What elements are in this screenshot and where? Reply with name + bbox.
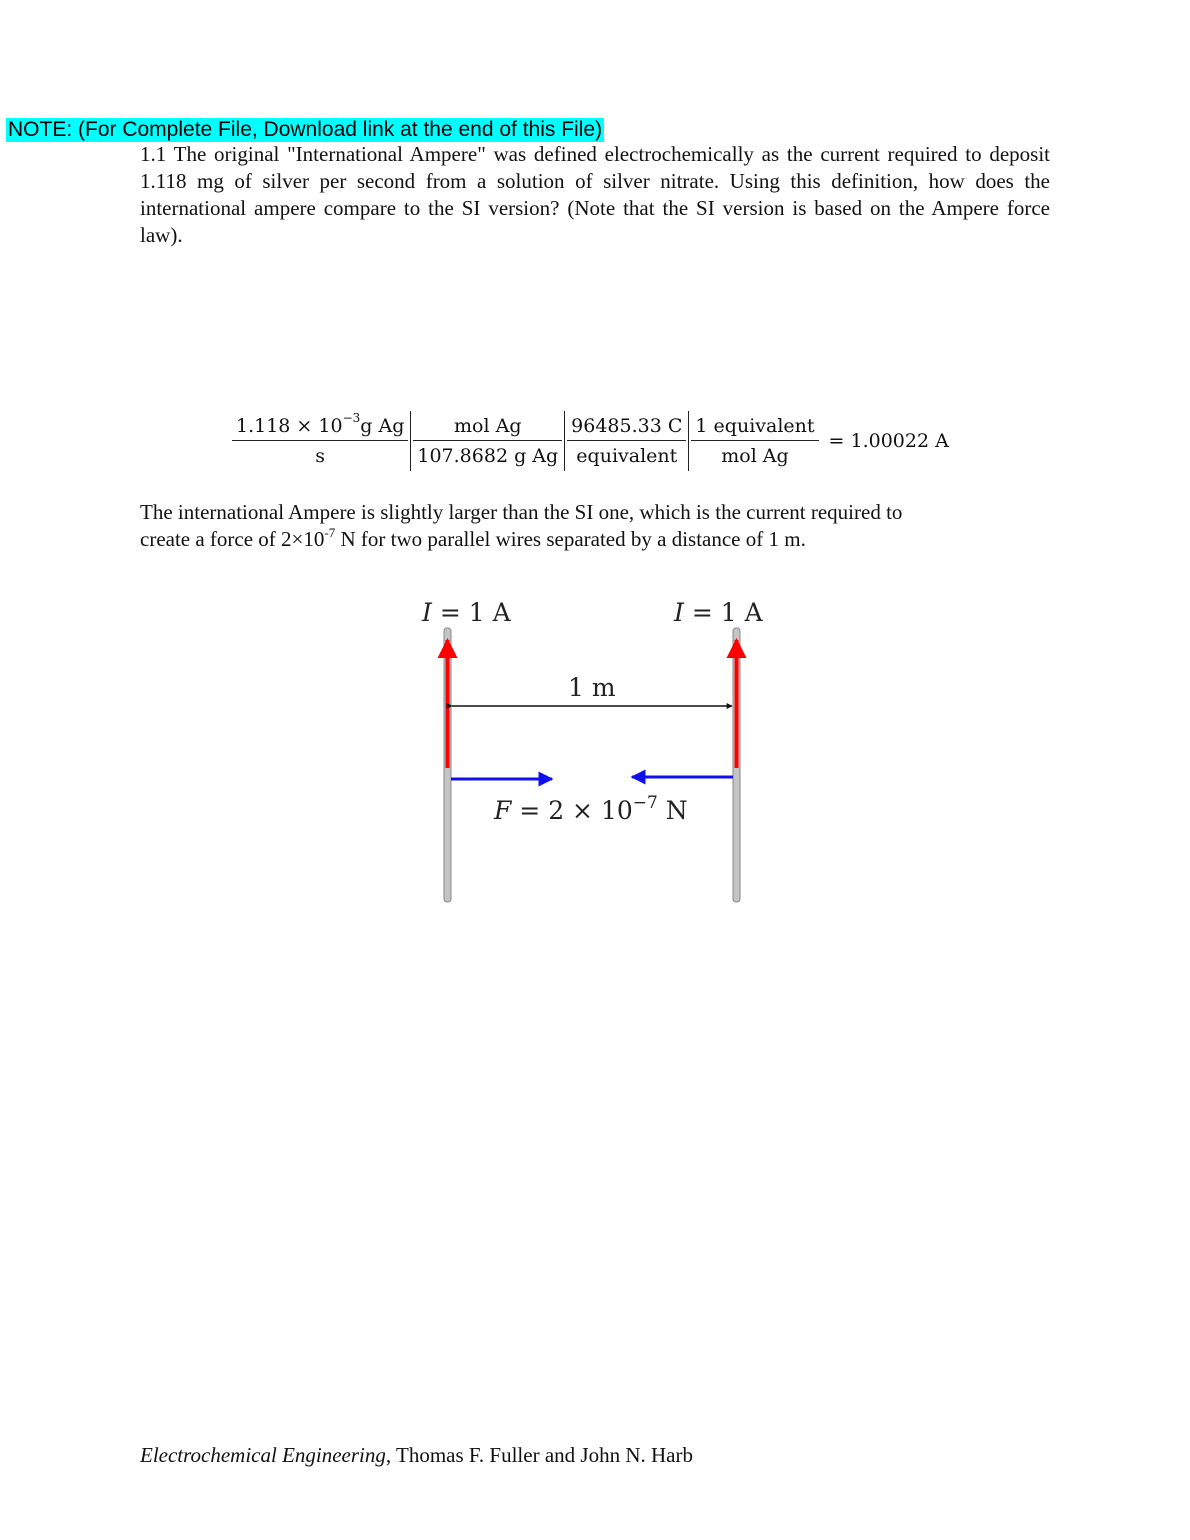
factor-separator bbox=[410, 411, 411, 471]
fraction-denominator: 107.8682 g Ag bbox=[417, 445, 559, 467]
distance-label: 1 m bbox=[568, 673, 616, 702]
left-current-label: I = 1 A bbox=[422, 598, 511, 627]
problem-statement: 1.1 The original "International Ampere" was defined electrochemically as the current required to deposit 1.118 mg of silver per second from a solution of silver nitrate. Using this definition, how does the international ampere compare to the SI version? (Note that the SI version is based on the Ampere force law). bbox=[140, 142, 1050, 247]
fraction-numerator: mol Ag bbox=[413, 415, 562, 441]
fraction-denominator: equivalent bbox=[576, 445, 678, 467]
answer-line-2: create a force of $2\times 10^{-7}$ N for two parallel wires separated by a distance of 1 m. bbox=[140, 525, 806, 551]
answer-line-1: The international Ampere is slightly larger than the SI one, which is the current required to bbox=[140, 500, 903, 524]
conversion-equation bbox=[232, 408, 949, 474]
fraction-numerator: 96485.33 C bbox=[567, 415, 686, 441]
right-current-label: I = 1 A bbox=[674, 598, 763, 627]
fraction-denominator: s bbox=[315, 445, 326, 467]
fraction-denominator: mol Ag bbox=[721, 445, 789, 467]
download-note: NOTE: (For Complete File, Download link at the end of this File) bbox=[8, 118, 603, 141]
fraction-equivalents bbox=[691, 409, 818, 473]
fraction-numerator: 1 equivalent bbox=[691, 415, 818, 441]
factor-separator bbox=[564, 411, 565, 471]
equation-result: = 1.00022 A bbox=[828, 430, 949, 452]
fraction-numerator: $1.118 \times 10^{-3}g$ Ag bbox=[232, 415, 408, 441]
parallel-wires-diagram bbox=[400, 588, 790, 908]
force-label: $F = 2 \times 10^{-7}$ N bbox=[494, 793, 688, 825]
fraction-faraday bbox=[567, 409, 686, 473]
fraction-molar-mass bbox=[413, 409, 562, 473]
factor-separator bbox=[688, 411, 689, 471]
answer-text bbox=[140, 499, 1040, 553]
fraction-mass-rate bbox=[232, 409, 408, 473]
footer-citation: Electrochemical Engineering, Thomas F. Fuller and John N. Harb bbox=[140, 1443, 693, 1467]
